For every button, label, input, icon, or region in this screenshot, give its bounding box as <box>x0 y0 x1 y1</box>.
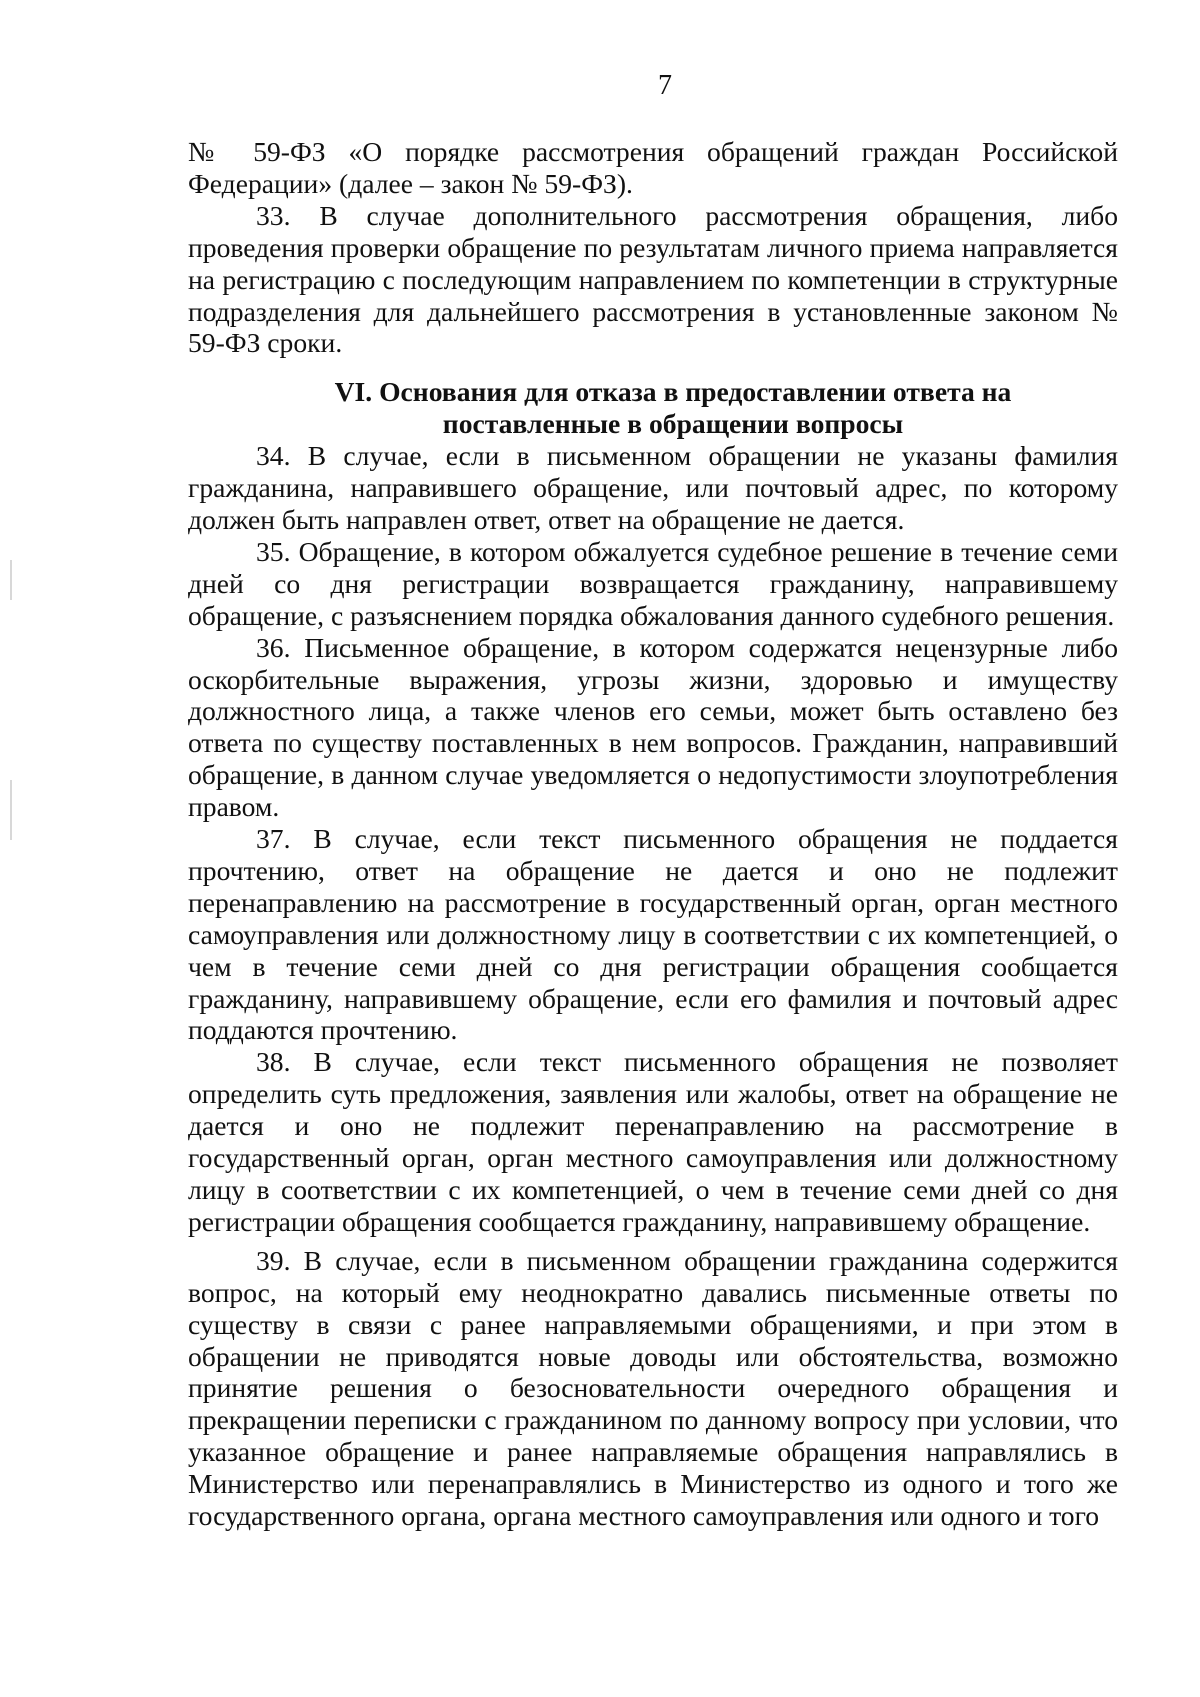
section-heading-line-2: поставленные в обращении вопросы <box>442 408 904 440</box>
paragraph-38: 38. В случае, если текст письменного обращения не позволяет определить суть предложения, заявления или жалобы, ответ на обращение не дается и оно не подлежит перенаправлению на рассмотрение в государственный орган, орган местного самоуправления или должностному лицу в соответствии с их компетенцией, о чем в течение семи дней со дня регистрации обращения сообщается гражданину, направившему обращение. <box>188 1046 1118 1237</box>
paragraph-39: 39. В случае, если в письменном обращении гражданина содержится вопрос, на который ему неоднократно давались письменные ответы по существу в связи с ранее направляемыми обращениями, и при этом в обращении не приводятся новые доводы или обстоятельства, возможно принятие решения о безосновательности очередного обращения и прекращении переписки с гражданином по данному вопросу при условии, что указанное обращение и ранее направляемые обращения направлялись в Министерство или перенаправлялись в Министерство из одного и того же государственного органа, органа местного самоуправления или одного и того <box>188 1244 1118 1532</box>
paragraph-36: 36. Письменное обращение, в котором содержатся нецензурные либо оскорбительные выражения, угрозы жизни, здоровью и имуществу должностного лица, а также членов его семьи, может быть оставлено без ответа по существу поставленных в нем вопросов. Гражданин, направивший обращение, в данном случае уведомляется о недопустимости злоупотребления правом. <box>188 631 1118 823</box>
paragraph-33: 33. В случае дополнительного рассмотрения обращения, либо проведения проверки обращение по результатам личного приема направляется на регистрацию с последующим направлением по компетенции в структурные подразделения для дальнейшего рассмотрения в установленные законом № 59-ФЗ сроки. <box>188 199 1118 359</box>
section-heading <box>188 376 1118 440</box>
section-heading-line-1: VI. Основания для отказа в предоставлении ответа на <box>334 376 1012 408</box>
paragraph-continuation: № 59-ФЗ «О порядке рассмотрения обращений граждан Российской Федерации» (далее – закон № 59-ФЗ). <box>188 136 1118 199</box>
paragraph-37: 37. В случае, если текст письменного обращения не поддается прочтению, ответ на обращение не дается и оно не подлежит перенаправлению на рассмотрение в государственный орган, орган местного самоуправления или должностному лицу в соответствии с их компетенцией, о чем в течение семи дней со дня регистрации обращения сообщается гражданину, направившему обращение, если его фамилия и почтовый адрес поддаются прочтению. <box>188 823 1118 1046</box>
paragraph-34: 34. В случае, если в письменном обращении не указаны фамилия гражданина, направившего обращение, или почтовый адрес, по которому должен быть направлен ответ, ответ на обращение не дается. <box>188 440 1118 535</box>
scan-edge-mark <box>10 780 12 840</box>
page-number: 7 <box>658 70 672 101</box>
paragraph-35: 35. Обращение, в котором обжалуется судебное решение в течение семи дней со дня регистрации возвращается гражданину, направившему обращение, с разъяснением порядка обжалования данного судебного решения. <box>188 535 1118 631</box>
document-body <box>188 136 1118 1532</box>
scan-edge-mark <box>10 560 12 600</box>
